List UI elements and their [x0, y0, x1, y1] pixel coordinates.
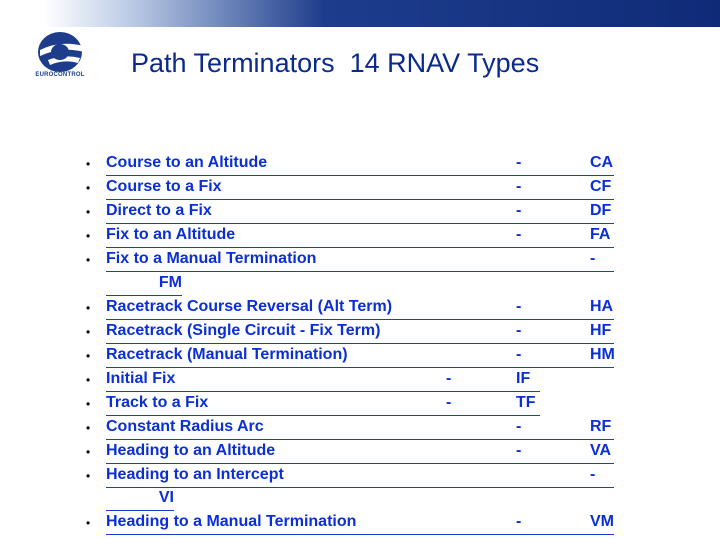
- list-item[interactable]: [106, 320, 614, 344]
- bullet: •: [86, 445, 91, 459]
- item-code: RF: [590, 418, 612, 435]
- list-item[interactable]: [106, 392, 540, 416]
- list-item[interactable]: [106, 344, 614, 368]
- list-item[interactable]: [106, 416, 614, 440]
- item-dash: -: [516, 298, 522, 315]
- item-label: Constant Radius Arc: [106, 418, 264, 435]
- bullet: •: [86, 229, 91, 243]
- item-label: Heading to a Manual Termination: [106, 513, 357, 530]
- item-code: CA: [590, 154, 614, 171]
- item-code: HA: [590, 298, 614, 315]
- wrapped-code[interactable]: [106, 272, 182, 296]
- wrapped-code-text: FM: [158, 274, 182, 291]
- item-dash: -: [516, 226, 522, 243]
- logo-wordmark: EUROCONTROL: [35, 72, 85, 78]
- list-item[interactable]: [106, 368, 540, 392]
- item-code: IF: [516, 370, 531, 387]
- item-dash: -: [446, 370, 452, 387]
- item-code: TF: [516, 394, 536, 411]
- bullet: •: [86, 181, 91, 195]
- item-dash: -: [446, 394, 452, 411]
- bullet: •: [86, 157, 91, 171]
- wrapped-code-text: VI: [158, 489, 174, 506]
- bullet: •: [86, 397, 91, 411]
- item-label: Course to an Altitude: [106, 154, 268, 171]
- item-dash: -: [516, 154, 522, 171]
- item-label: Fix to an Altitude: [106, 226, 236, 243]
- header-banner: [0, 0, 720, 27]
- item-label: Heading to an Intercept: [106, 466, 284, 483]
- item-dash: -: [516, 322, 522, 339]
- bullet: •: [86, 301, 91, 315]
- item-code: HM: [590, 346, 615, 363]
- item-label: Heading to an Altitude: [106, 442, 276, 459]
- list-item[interactable]: [106, 296, 614, 320]
- item-code: HF: [590, 322, 612, 339]
- list-item[interactable]: [106, 224, 614, 248]
- item-label: Direct to a Fix: [106, 202, 212, 219]
- item-label: Track to a Fix: [106, 394, 209, 411]
- item-label: Initial Fix: [106, 370, 176, 387]
- item-label: Racetrack (Manual Termination): [106, 346, 348, 363]
- item-dash: -: [516, 513, 522, 530]
- item-dash: -: [516, 418, 522, 435]
- item-code: -: [590, 250, 596, 267]
- item-dash: -: [516, 346, 522, 363]
- list-item[interactable]: [106, 152, 614, 176]
- item-code: VA: [590, 442, 612, 459]
- item-dash: -: [516, 178, 522, 195]
- item-label: Course to a Fix: [106, 178, 222, 195]
- bullet: •: [86, 253, 91, 267]
- bullet: •: [86, 349, 91, 363]
- item-dash: -: [516, 442, 522, 459]
- item-label: Racetrack (Single Circuit - Fix Term): [106, 322, 381, 339]
- bullet: •: [86, 421, 91, 435]
- item-label: Fix to a Manual Termination: [106, 250, 317, 267]
- bullet: •: [86, 325, 91, 339]
- item-code: DF: [590, 202, 612, 219]
- item-code: CF: [590, 178, 612, 195]
- item-code: -: [590, 466, 596, 483]
- item-label: Racetrack Course Reversal (Alt Term): [106, 298, 393, 315]
- item-code: FA: [590, 226, 611, 243]
- list-item[interactable]: [106, 248, 614, 272]
- list-item[interactable]: [106, 511, 614, 535]
- list-item[interactable]: [106, 176, 614, 200]
- bullet: •: [86, 469, 91, 483]
- list-item[interactable]: [106, 200, 614, 224]
- bullet: •: [86, 516, 91, 530]
- page-title: Path Terminators 14 RNAV Types: [131, 48, 540, 78]
- bullet: •: [86, 373, 91, 387]
- list-item[interactable]: [106, 440, 614, 464]
- list-item[interactable]: [106, 464, 614, 488]
- wrapped-code[interactable]: [106, 487, 174, 511]
- bullet: •: [86, 205, 91, 219]
- item-code: VM: [590, 513, 614, 530]
- item-dash: -: [516, 202, 522, 219]
